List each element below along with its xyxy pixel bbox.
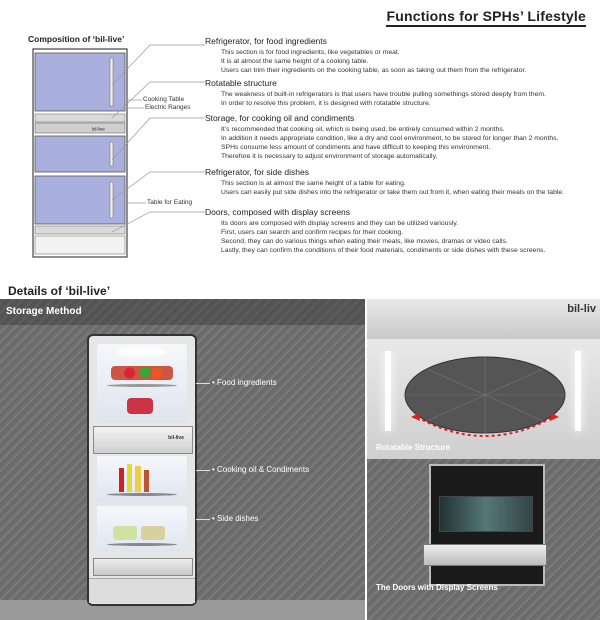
page-title: Functions for SPHs’ Lifestyle	[386, 8, 586, 27]
details-title: Details of ‘bil-live’	[8, 284, 111, 298]
display-door	[429, 464, 545, 586]
fridge-brand: bil-live	[168, 435, 184, 441]
cooking-table	[35, 114, 125, 122]
section-line: Second, they can do various things when eating their meals, like movies, dramas or video calls.	[221, 238, 508, 245]
diagram-brand: bil-live	[92, 126, 105, 132]
section-food-ingredients	[205, 36, 595, 75]
section-title: Doors, composed with display screens	[205, 207, 351, 217]
callout-electric-ranges: Electric Ranges	[145, 104, 191, 111]
section-display-doors	[205, 207, 595, 255]
composition-title: Composition of ‘bil-live’	[28, 34, 125, 44]
label-cooking-oil: • Cooking oil & Condiments	[212, 465, 310, 474]
table-for-eating	[35, 226, 125, 234]
section-title: Refrigerator, for side dishes	[205, 167, 309, 177]
section-line: It’s recommended that cooking oil, which is being used, be entirely consumed within 2 months.	[221, 126, 505, 133]
side-dishes-bay	[97, 506, 187, 552]
electric-ranges	[35, 123, 125, 133]
section-line: SPHs consume less amount of condiments and have difficult to keeping this environment.	[221, 144, 491, 151]
middle-cooking-unit	[93, 426, 193, 454]
section-cooking-oil-storage	[205, 113, 595, 161]
section-title: Refrigerator, for food ingredients	[205, 36, 327, 46]
section-line: First, users can search and confirm recipes for their cooking.	[221, 229, 404, 236]
section-line: Users can trim their ingredients on the cooking table, as soon as taking out them from the refrigerator.	[221, 67, 527, 74]
callout-table-for-eating: Table for Eating	[147, 199, 193, 206]
food-ingredients-bay	[97, 344, 187, 422]
condiments-bay	[97, 456, 187, 502]
section-line: It is at almost the same height of a cooking table.	[221, 58, 369, 65]
section-line: This section is at almost the same height of a table for eating.	[221, 180, 406, 187]
section-line: Users can easily put side dishes into the refrigerator or take them out from it, when eating their meals on the table.	[221, 189, 565, 196]
section-line: In addition it needs appropriate condition, like a dry and cool environment, to be stored for longer than 2 months.	[221, 135, 559, 142]
display-doors-caption: The Doors with Display Screens	[376, 583, 498, 592]
label-food-ingredients: • Food ingredients	[212, 378, 277, 387]
label-side-dishes: • Side dishes	[212, 514, 259, 523]
section-side-dishes	[205, 167, 595, 197]
callout-cooking-table: Cooking Table	[143, 96, 185, 103]
section-title: Rotatable structure	[205, 78, 277, 88]
section-line: Lastly, they can confirm the conditions of their food materials, condiments or side dishes with these screens.	[221, 247, 546, 254]
rotating-tray-icon	[397, 347, 573, 447]
rotatable-structure-photo	[367, 299, 600, 620]
storage-method-title: Storage Method	[6, 306, 82, 317]
section-line: Therefore it is necessary to adjust environment of storage automatically.	[221, 153, 438, 160]
fridge-photo	[89, 336, 195, 604]
section-rotatable-structure	[205, 78, 595, 108]
rotatable-structure-caption: Rotatable Structure	[376, 443, 451, 452]
section-line: In order to resolve this problem, it is designed with rotatable structure.	[221, 100, 431, 107]
section-line: The weakness of built-in refrigerators is that users have trouble pulling somethings stored deeply from them.	[221, 91, 546, 98]
section-line: Its doors are composed with display screens and they can be utilized variously.	[221, 220, 459, 227]
bottom-drawer	[93, 558, 193, 576]
fridge-composition-diagram	[32, 48, 128, 258]
panel-brand: bil-liv	[567, 303, 596, 315]
section-title: Storage, for cooking oil and condiments	[205, 113, 355, 123]
section-line: This section is for food ingredients, like vegetables or meat.	[221, 49, 400, 56]
